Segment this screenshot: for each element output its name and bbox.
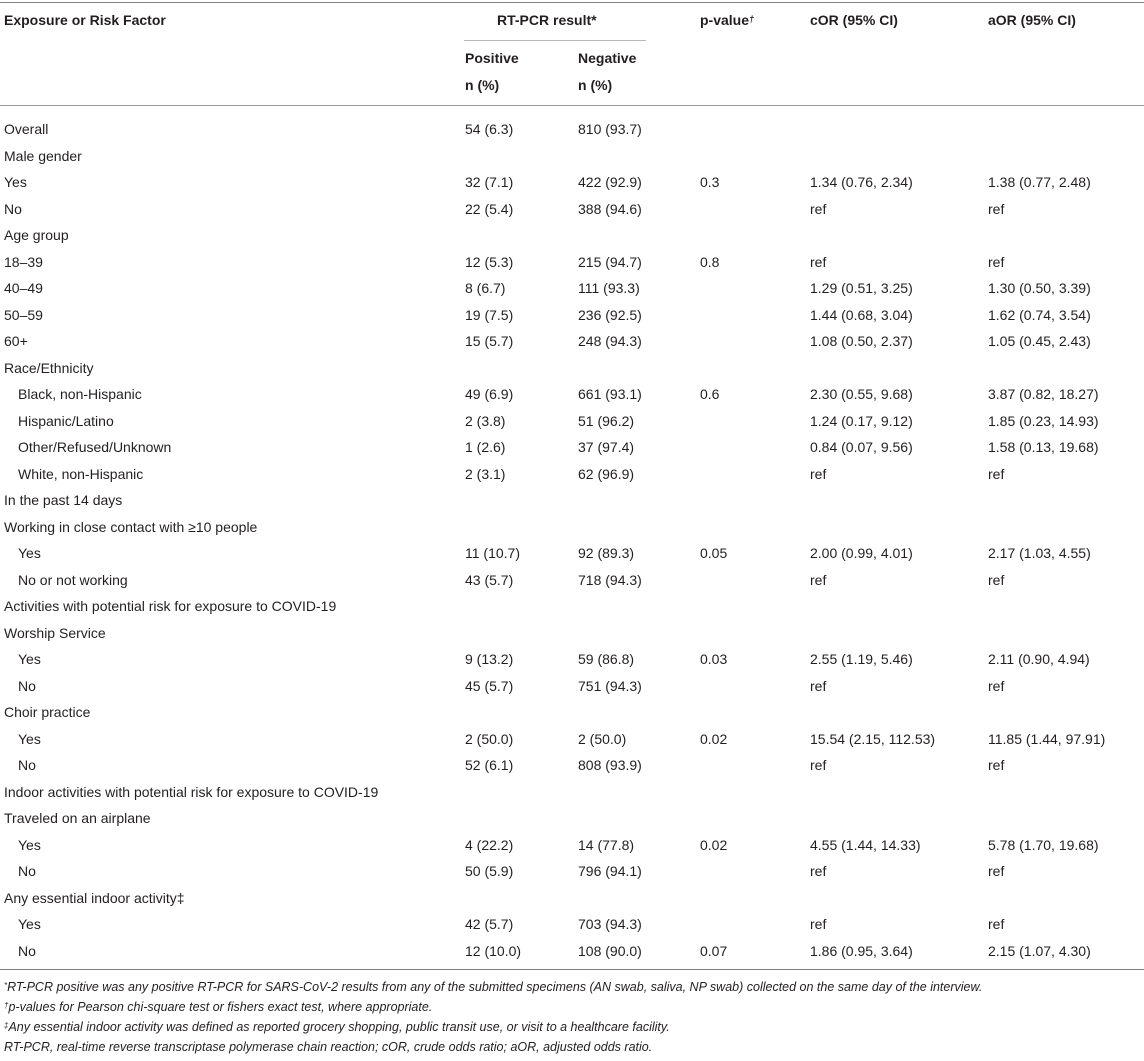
table-row	[0, 726, 1144, 752]
header-rtpcr-result: RT-PCR result*	[497, 12, 597, 28]
row-label: Yes	[18, 836, 41, 853]
table-row	[0, 911, 1144, 937]
crude-odds-ratio: 2.00 (0.99, 4.01)	[810, 545, 913, 561]
p-value: 0.05	[700, 545, 728, 561]
header-p-value-label: p-value	[700, 12, 750, 28]
adjusted-odds-ratio: ref	[988, 200, 1005, 217]
row-label: In the past 14 days	[4, 492, 123, 508]
row-label: No	[18, 863, 36, 879]
table-row	[0, 885, 1144, 911]
table-row	[0, 222, 1144, 248]
footnote-mark: ‡	[4, 1021, 9, 1030]
crude-odds-ratio: ref	[810, 863, 827, 879]
positive-count: 12 (5.3)	[465, 253, 514, 270]
positive-count: 19 (7.5)	[465, 306, 514, 323]
p-value: 0.3	[700, 174, 720, 190]
table-row	[0, 169, 1144, 195]
row-label: No	[18, 757, 36, 773]
adjusted-odds-ratio: 5.78 (1.70, 19.68)	[988, 836, 1099, 853]
negative-count: 703 (94.3)	[578, 916, 642, 932]
table-bottom-rule	[0, 969, 1144, 970]
row-label: Yes	[18, 545, 41, 561]
table-row	[0, 567, 1144, 593]
adjusted-odds-ratio: 1.62 (0.74, 3.54)	[988, 306, 1091, 323]
positive-count: 2 (50.0)	[465, 730, 514, 747]
positive-count: 50 (5.9)	[465, 863, 514, 879]
adjusted-odds-ratio: 11.85 (1.44, 97.91)	[988, 730, 1106, 747]
footnote-p-values	[4, 1000, 432, 1014]
positive-count: 45 (5.7)	[465, 677, 514, 694]
positive-count: 49 (6.9)	[465, 386, 514, 402]
crude-odds-ratio: ref	[810, 200, 827, 217]
crude-odds-ratio: 2.30 (0.55, 9.68)	[810, 386, 913, 402]
footnote-mark: *	[4, 981, 8, 990]
table-row	[0, 434, 1144, 460]
adjusted-odds-ratio: ref	[988, 571, 1005, 588]
header-exposure-factor: Exposure or Risk Factor	[4, 12, 166, 28]
row-label: Worship Service	[4, 624, 106, 641]
negative-count: 51 (96.2)	[578, 412, 635, 429]
adjusted-odds-ratio: ref	[988, 465, 1005, 482]
adjusted-odds-ratio: 2.11 (0.90, 4.94)	[988, 651, 1090, 667]
adjusted-odds-ratio: ref	[988, 916, 1005, 932]
adjusted-odds-ratio: 2.15 (1.07, 4.30)	[988, 942, 1091, 959]
crude-odds-ratio: ref	[810, 916, 827, 932]
negative-count: 2 (50.0)	[578, 730, 627, 747]
crude-odds-ratio: 1.34 (0.76, 2.34)	[810, 174, 913, 190]
row-label: Yes	[4, 174, 27, 190]
crude-odds-ratio: 1.29 (0.51, 3.25)	[810, 280, 913, 296]
table-row	[0, 275, 1144, 301]
negative-count: 215 (94.7)	[578, 253, 642, 270]
positive-count: 15 (5.7)	[465, 333, 514, 349]
footnote-text: RT-PCR, real-time reverse transcriptase polymerase chain reaction; cOR, crude odds ratio; aOR, adjusted odds ratio.	[4, 1040, 653, 1054]
negative-count: 111 (93.3)	[578, 280, 640, 296]
footnote-text: RT-PCR positive was any positive RT-PCR for SARS-CoV-2 results from any of the submitted specimens (AN swab, saliva, NP swab) collected on the same day of the interview.	[7, 980, 983, 994]
table-row	[0, 832, 1144, 858]
row-label: No	[18, 677, 36, 694]
header-p-value	[700, 12, 754, 28]
negative-count: 751 (94.3)	[578, 677, 642, 694]
footnote-text: p-values for Pearson chi-square test or fishers exact test, where appropriate.	[8, 1000, 433, 1014]
table-row	[0, 461, 1144, 487]
footnote-abbreviations	[4, 1040, 652, 1054]
table-row	[0, 355, 1144, 381]
p-value: 0.8	[700, 253, 720, 270]
negative-count: 718 (94.3)	[578, 571, 642, 588]
table-row	[0, 673, 1144, 699]
crude-odds-ratio: 15.54 (2.15, 112.53)	[810, 730, 936, 747]
positive-count: 11 (10.7)	[465, 545, 520, 561]
table-row	[0, 116, 1144, 142]
negative-count: 14 (77.8)	[578, 836, 635, 853]
row-label: No or not working	[18, 571, 128, 588]
table-row	[0, 699, 1144, 725]
adjusted-odds-ratio: 1.30 (0.50, 3.39)	[988, 280, 1091, 296]
row-label: No	[4, 200, 22, 217]
table-row	[0, 752, 1144, 778]
table-row	[0, 540, 1144, 566]
row-label: Activities with potential risk for exposure to COVID-19	[4, 598, 337, 614]
header-positive: Positive	[465, 50, 519, 66]
adjusted-odds-ratio: 1.05 (0.45, 2.43)	[988, 333, 1091, 349]
positive-count: 32 (7.1)	[465, 174, 514, 190]
rtpcr-subheader-rule	[464, 40, 646, 41]
table-row	[0, 302, 1144, 328]
row-label: Race/Ethnicity	[4, 359, 94, 376]
negative-count: 62 (96.9)	[578, 465, 635, 482]
table-row	[0, 858, 1144, 884]
row-label: Working in close contact with ≥10 people	[4, 518, 258, 535]
crude-odds-ratio: ref	[810, 253, 827, 270]
adjusted-odds-ratio: 1.58 (0.13, 19.68)	[988, 439, 1099, 455]
row-label: 18–39	[4, 253, 43, 270]
negative-count: 59 (86.8)	[578, 651, 635, 667]
footnote-mark: †	[4, 1001, 9, 1010]
crude-odds-ratio: ref	[810, 757, 827, 773]
row-label: Hispanic/Latino	[18, 412, 114, 429]
table-row	[0, 328, 1144, 354]
negative-count: 236 (92.5)	[578, 306, 642, 323]
table-row	[0, 620, 1144, 646]
negative-count: 92 (89.3)	[578, 545, 635, 561]
row-label: Traveled on an airplane	[4, 810, 151, 826]
p-value: 0.6	[700, 386, 720, 402]
header-positive-n-pct: n (%)	[465, 77, 500, 93]
crude-odds-ratio: 1.24 (0.17, 9.12)	[810, 412, 913, 429]
header-p-value-mark: †	[749, 14, 755, 24]
positive-count: 54 (6.3)	[465, 121, 514, 137]
adjusted-odds-ratio: ref	[988, 757, 1005, 773]
row-label: Male gender	[4, 147, 82, 164]
negative-count: 108 (90.0)	[578, 942, 642, 959]
table-row	[0, 408, 1144, 434]
positive-count: 22 (5.4)	[465, 200, 514, 217]
row-label: Black, non-Hispanic	[18, 386, 142, 402]
table-row	[0, 381, 1144, 407]
table-top-rule	[0, 2, 1144, 3]
table-row	[0, 805, 1144, 831]
header-negative: Negative	[578, 50, 637, 66]
table-row	[0, 646, 1144, 672]
row-label: 60+	[4, 333, 28, 349]
positive-count: 42 (5.7)	[465, 916, 514, 932]
row-label: Any essential indoor activity‡	[4, 889, 185, 906]
crude-odds-ratio: 2.55 (1.19, 5.46)	[810, 651, 913, 667]
crude-odds-ratio: 0.84 (0.07, 9.56)	[810, 439, 913, 455]
crude-odds-ratio: 1.08 (0.50, 2.37)	[810, 333, 913, 349]
row-label: Age group	[4, 227, 69, 243]
positive-count: 52 (6.1)	[465, 757, 514, 773]
table-row	[0, 514, 1144, 540]
table-row	[0, 143, 1144, 169]
row-label: White, non-Hispanic	[18, 465, 144, 482]
negative-count: 796 (94.1)	[578, 863, 642, 879]
row-label: Other/Refused/Unknown	[18, 439, 172, 455]
row-label: Choir practice	[4, 704, 91, 720]
negative-count: 248 (94.3)	[578, 333, 642, 349]
positive-count: 43 (5.7)	[465, 571, 514, 588]
negative-count: 808 (93.9)	[578, 757, 642, 773]
table-row	[0, 593, 1144, 619]
adjusted-odds-ratio: ref	[988, 863, 1005, 879]
adjusted-odds-ratio: 2.17 (1.03, 4.55)	[988, 545, 1091, 561]
row-label: 40–49	[4, 280, 43, 296]
crude-odds-ratio: 4.55 (1.44, 14.33)	[810, 836, 921, 853]
header-aor: aOR (95% CI)	[988, 12, 1076, 28]
crude-odds-ratio: ref	[810, 571, 827, 588]
negative-count: 661 (93.1)	[578, 386, 642, 402]
negative-count: 37 (97.4)	[578, 439, 635, 455]
header-negative-n-pct: n (%)	[578, 77, 613, 93]
row-label: 50–59	[4, 306, 43, 323]
negative-count: 810 (93.7)	[578, 121, 642, 137]
adjusted-odds-ratio: 3.87 (0.82, 18.27)	[988, 386, 1099, 402]
row-label: Yes	[18, 916, 41, 932]
row-label: No	[18, 942, 36, 959]
adjusted-odds-ratio: 1.38 (0.77, 2.48)	[988, 174, 1091, 190]
table-row	[0, 938, 1144, 964]
table-row	[0, 249, 1144, 275]
adjusted-odds-ratio: 1.85 (0.23, 14.93)	[988, 412, 1099, 429]
p-value: 0.02	[700, 836, 728, 853]
p-value: 0.02	[700, 730, 728, 747]
row-label: Yes	[18, 651, 41, 667]
negative-count: 422 (92.9)	[578, 174, 642, 190]
table-row	[0, 487, 1144, 513]
footnote-rtpcr	[4, 980, 982, 994]
footnote-essential-activity	[4, 1020, 670, 1034]
row-label: Overall	[4, 121, 49, 137]
p-value: 0.07	[700, 942, 728, 959]
p-value: 0.03	[700, 651, 728, 667]
positive-count: 1 (2.6)	[465, 439, 506, 455]
positive-count: 8 (6.7)	[465, 280, 506, 296]
row-label: Indoor activities with potential risk for exposure to COVID-19	[4, 783, 379, 800]
header-cor: cOR (95% CI)	[810, 12, 898, 28]
crude-odds-ratio: ref	[810, 677, 827, 694]
positive-count: 12 (10.0)	[465, 942, 522, 959]
table-row	[0, 196, 1144, 222]
crude-odds-ratio: 1.86 (0.95, 3.64)	[810, 942, 913, 959]
table-row	[0, 779, 1144, 805]
table-header-rule	[0, 105, 1144, 106]
adjusted-odds-ratio: ref	[988, 677, 1005, 694]
row-label: Yes	[18, 730, 41, 747]
adjusted-odds-ratio: ref	[988, 253, 1005, 270]
positive-count: 2 (3.1)	[465, 465, 506, 482]
crude-odds-ratio: 1.44 (0.68, 3.04)	[810, 306, 913, 323]
positive-count: 2 (3.8)	[465, 412, 506, 429]
positive-count: 9 (13.2)	[465, 651, 514, 667]
footnote-text: Any essential indoor activity was defined as reported grocery shopping, public transit use, or visit to a healthcare facility.	[8, 1020, 670, 1034]
negative-count: 388 (94.6)	[578, 200, 642, 217]
crude-odds-ratio: ref	[810, 465, 827, 482]
positive-count: 4 (22.2)	[465, 836, 514, 853]
